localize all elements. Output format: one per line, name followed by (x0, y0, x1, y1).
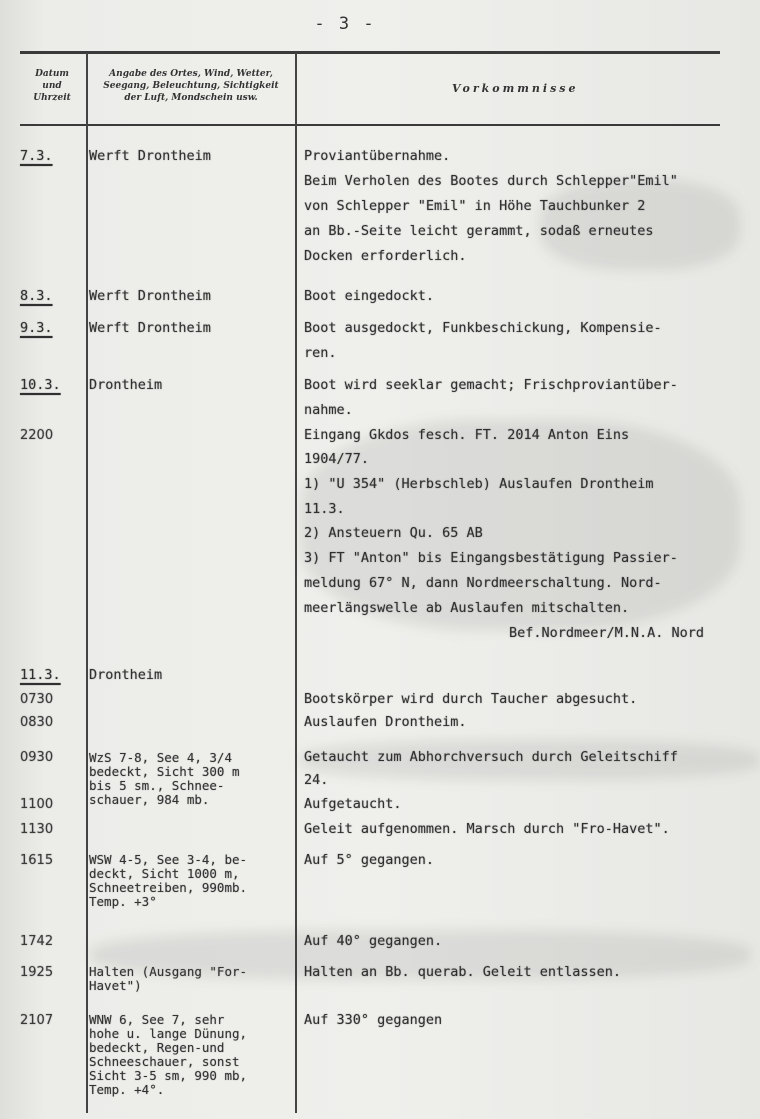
entry-date: 9.3. (20, 320, 53, 336)
event-line: Bootskörper wird durch Taucher abgesucht. (304, 691, 638, 707)
page-number: - 3 - (314, 14, 376, 34)
event-line: Proviantübernahme. (304, 148, 451, 164)
entry-time: 0930 (20, 750, 54, 765)
event-line: 2) Ansteuern Qu. 65 AB (304, 525, 483, 541)
event-line: 1904/77. (304, 451, 370, 467)
event-line: nahme. (304, 402, 353, 418)
entry-place: Werft Drontheim (89, 288, 211, 304)
entry-time: 2107 (20, 1013, 54, 1028)
weather-note: WzS 7-8, See 4, 3/4 bedeckt, Sicht 300 m bis 5 sm., Schnee- schauer, 984 mb. (89, 750, 240, 807)
weather-note: WSW 4-5, See 3-4, be- deckt, Sicht 1000 m, Schneetreiben, 990mb. Temp. +3° (89, 852, 248, 909)
entry-place: Werft Drontheim (89, 320, 211, 336)
event-line: an Bb.-Seite leicht gerammt, sodaß erneutes (304, 223, 654, 239)
entry-place: Drontheim (89, 377, 163, 393)
entry-time: 2200 (20, 428, 54, 443)
event-line: Auf 5° gegangen. (304, 852, 435, 868)
event-line: Docken erforderlich. (304, 248, 467, 264)
entry-date: 11.3. (20, 667, 61, 683)
event-line: Aufgetaucht. (304, 796, 402, 812)
event-line: Auf 40° gegangen. (304, 933, 443, 949)
event-line: Beim Verholen des Bootes durch Schlepper"Emil" (304, 173, 678, 189)
event-line: 1) "U 354" (Herbschleb) Auslaufen Drontheim (304, 476, 654, 492)
header-rule (20, 124, 720, 126)
entry-time: 0730 (20, 692, 54, 707)
event-line: Boot wird seeklar gemacht; Frischproviantüber- (304, 377, 678, 393)
weather-note: WNW 6, See 7, sehr hohe u. lange Dünung, bedeckt, Regen-und Schneeschauer, sonst Sicht 3-5 sm, 990 mb, Temp. +4°. (89, 1012, 248, 1097)
event-line: Auf 330° gegangen (304, 1012, 443, 1028)
entry-place: Werft Drontheim (89, 148, 211, 164)
column-divider-1 (86, 53, 88, 1113)
header-place-weather: Angabe des Ortes, Wind, Wetter, Seegang, Beleuchtung, Sichtigkeit der Luft, Mondschein usw. (103, 69, 279, 103)
weather-note: Halten (Ausgang "For- Havet") (89, 964, 248, 993)
event-line: Geleit aufgenommen. Marsch durch "Fro-Havet". (304, 821, 670, 837)
entry-time: 1742 (20, 934, 54, 949)
event-line: Eingang Gkdos fesch. FT. 2014 Anton Eins (304, 427, 630, 443)
event-line: ren. (304, 345, 337, 361)
event-line: von Schlepper "Emil" in Höhe Tauchbunker 2 (304, 198, 646, 214)
event-line: Auslaufen Drontheim. (304, 714, 467, 730)
signature-line: Bef.Nordmeer/M.N.A. Nord (509, 625, 705, 641)
event-line: Boot eingedockt. (304, 288, 435, 304)
entry-time: 1130 (20, 822, 54, 837)
event-line: Halten an Bb. querab. Geleit entlassen. (304, 964, 621, 980)
entry-date: 10.3. (20, 377, 61, 393)
entry-place: Drontheim (89, 667, 163, 683)
header-events: Vorkommnisse (452, 82, 579, 95)
event-line: Boot ausgedockt, Funkbeschickung, Kompensie- (304, 320, 662, 336)
event-line: 24. (304, 772, 329, 788)
event-line: 3) FT "Anton" bis Eingangsbestätigung Passier- (304, 550, 678, 566)
entry-time: 1615 (20, 853, 54, 868)
entry-time: 1925 (20, 965, 54, 980)
entry-time: 0830 (20, 715, 54, 730)
entry-time: 1100 (20, 797, 54, 812)
event-line: Getaucht zum Abhorchversuch durch Geleitschiff (304, 749, 678, 765)
event-line: meerlängswelle ab Auslaufen mitschalten. (304, 600, 630, 616)
top-rule (20, 51, 720, 54)
entry-date: 8.3. (20, 288, 53, 304)
event-line: 11.3. (304, 501, 345, 517)
entry-date: 7.3. (20, 148, 53, 164)
event-line: meldung 67° N, dann Nordmeerschaltung. Nord- (304, 575, 662, 591)
header-date-time: Datum und Uhrzeit (33, 69, 71, 103)
